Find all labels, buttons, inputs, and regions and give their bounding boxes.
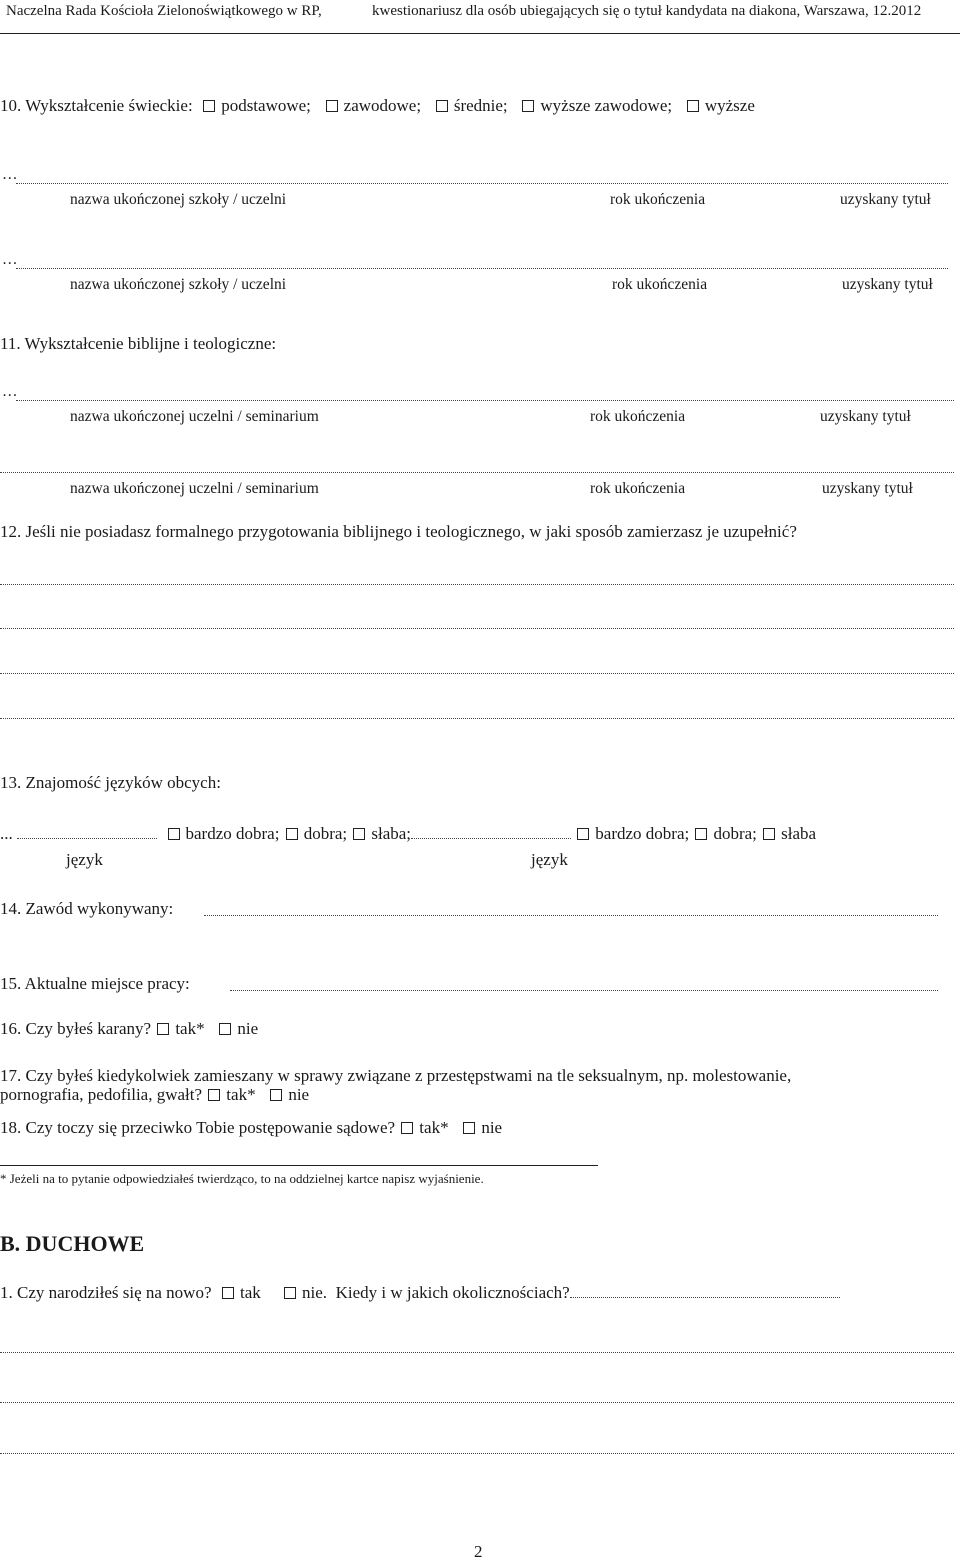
option-q17-tak: tak*: [226, 1085, 256, 1104]
option-b1-tak: tak: [240, 1283, 261, 1302]
option-zawodowe: zawodowe;: [343, 96, 422, 115]
q13-lang-a-caption: język: [66, 850, 103, 869]
q11-row1-lead: …: [2, 383, 18, 400]
q11-row2-title-label: uzyskany tytuł: [822, 480, 913, 497]
q15-input-line[interactable]: [230, 990, 938, 991]
option-lang-a-slaba: słaba;: [371, 824, 412, 843]
q11-row2-school-label: nazwa ukończonej uczelni / seminarium: [70, 480, 319, 497]
option-q18-nie: nie: [481, 1118, 503, 1137]
q10-row2-input-line[interactable]: [16, 268, 948, 269]
q14-label: 14. Zawód wykonywany:: [0, 899, 174, 918]
q13-lang-b-input[interactable]: [411, 838, 571, 839]
q10-row2-lead: …: [2, 251, 18, 268]
checkbox-srednie[interactable]: [436, 100, 448, 112]
checkbox-q17-nie[interactable]: [270, 1089, 282, 1101]
q15-label: 15. Aktualne miejsce pracy:: [0, 974, 190, 993]
q10-row1-input-line[interactable]: [16, 183, 948, 184]
q11-row1-input-line[interactable]: [16, 400, 954, 401]
q10-question: [0, 96, 755, 116]
b1-followup: Kiedy i w jakich okolicznościach?: [335, 1283, 570, 1302]
q13-language-row: [0, 824, 816, 844]
checkbox-q18-nie[interactable]: [463, 1122, 475, 1134]
option-lang-b-slaba: słaba: [781, 824, 817, 843]
checkbox-lang-a-slaba[interactable]: [353, 828, 365, 840]
option-srednie: średnie;: [453, 96, 508, 115]
checkbox-q16-nie[interactable]: [219, 1023, 231, 1035]
q10-row1-title-label: uzyskany tytuł: [840, 191, 931, 208]
b1-question: [0, 1283, 840, 1303]
q18-question: [0, 1118, 502, 1138]
option-q17-nie: nie: [288, 1085, 310, 1104]
q12-answer-line-1[interactable]: [0, 584, 954, 585]
q11-row1-school-label: nazwa ukończonej uczelni / seminarium: [70, 408, 319, 425]
q16-question: [0, 1019, 258, 1039]
checkbox-b1-nie[interactable]: [284, 1287, 296, 1299]
option-q18-tak: tak*: [419, 1118, 449, 1137]
q10-row2-title-label: uzyskany tytuł: [842, 276, 933, 293]
checkbox-wyzsze-zawodowe[interactable]: [522, 100, 534, 112]
q13-label: 13. Znajomość języków obcych:: [0, 773, 221, 792]
q12-question: 12. Jeśli nie posiadasz formalnego przygotowania biblijnego i teologicznego, w jaki sposób zamierzasz je uzupełnić?: [0, 522, 797, 541]
checkbox-wyzsze[interactable]: [687, 100, 699, 112]
q13-lang-a-input[interactable]: [17, 838, 157, 839]
b1-answer-line-1[interactable]: [0, 1352, 954, 1353]
q17-line2: [0, 1085, 309, 1105]
checkbox-lang-b-slaba[interactable]: [763, 828, 775, 840]
checkbox-q18-tak[interactable]: [401, 1122, 413, 1134]
q11-row1-title-label: uzyskany tytuł: [820, 408, 911, 425]
option-q16-tak: tak*: [175, 1019, 205, 1038]
b1-answer-line-2[interactable]: [0, 1402, 954, 1403]
option-lang-a-bardzo-dobra: bardzo dobra;: [185, 824, 280, 843]
q17-label-end: pornografia, pedofilia, gwałt?: [0, 1085, 203, 1104]
q14-input-line[interactable]: [204, 915, 938, 916]
b1-answer-line-3[interactable]: [0, 1453, 954, 1454]
q16-label: 16. Czy byłeś karany?: [0, 1019, 152, 1038]
footnote-rule: [0, 1165, 598, 1166]
b1-followup-input[interactable]: [570, 1297, 840, 1298]
b1-label: 1. Czy narodziłeś się na nowo?: [0, 1283, 212, 1302]
checkbox-lang-b-dobra[interactable]: [695, 828, 707, 840]
q10-row1-year-label: rok ukończenia: [610, 191, 706, 208]
q17-line1: 17. Czy byłeś kiedykolwiek zamieszany w sprawy związane z przestępstwami na tle seksualnym, np. molestowanie,: [0, 1066, 792, 1085]
option-wyzsze: wyższe: [704, 96, 755, 115]
option-lang-b-dobra: dobra;: [713, 824, 757, 843]
q12-answer-line-4[interactable]: [0, 718, 954, 719]
q18-label: 18. Czy toczy się przeciwko Tobie postępowanie sądowe?: [0, 1118, 396, 1137]
option-podstawowe: podstawowe;: [221, 96, 311, 115]
q11-row2-input-line[interactable]: [0, 472, 954, 473]
q10-row1-lead: …: [2, 166, 18, 183]
q10-label: 10. Wykształcenie świeckie:: [0, 96, 193, 115]
checkbox-podstawowe[interactable]: [203, 100, 215, 112]
checkbox-zawodowe[interactable]: [326, 100, 338, 112]
q11-row2-year-label: rok ukończenia: [590, 480, 686, 497]
checkbox-q16-tak[interactable]: [157, 1023, 169, 1035]
option-q16-nie: nie: [237, 1019, 259, 1038]
option-lang-a-dobra: dobra;: [303, 824, 348, 843]
option-wyzsze-zawodowe: wyższe zawodowe;: [540, 96, 673, 115]
header-rule: [0, 33, 960, 34]
q10-row2-school-label: nazwa ukończonej szkoły / uczelni: [70, 276, 287, 293]
footnote: * Jeżeli na to pytanie odpowiedziałeś twierdząco, to na oddzielnej kartce napisz wyjaśnienie.: [0, 1171, 484, 1186]
q11-label: 11. Wykształcenie biblijne i teologiczne:: [0, 334, 277, 353]
q10-row1-school-label: nazwa ukończonej szkoły / uczelni: [70, 191, 287, 208]
checkbox-lang-b-bardzo-dobra[interactable]: [577, 828, 589, 840]
option-b1-nie: nie.: [302, 1283, 328, 1302]
q12-answer-line-2[interactable]: [0, 628, 954, 629]
checkbox-lang-a-dobra[interactable]: [286, 828, 298, 840]
q13-lang-b-caption: język: [531, 850, 568, 869]
option-lang-b-bardzo-dobra: bardzo dobra;: [595, 824, 690, 843]
checkbox-q17-tak[interactable]: [208, 1089, 220, 1101]
q12-answer-line-3[interactable]: [0, 673, 954, 674]
checkbox-b1-tak[interactable]: [222, 1287, 234, 1299]
q10-row2-year-label: rok ukończenia: [612, 276, 708, 293]
header-organization: Naczelna Rada Kościoła Zielonoświątkowego w RP,: [6, 3, 322, 19]
q11-row1-year-label: rok ukończenia: [590, 408, 686, 425]
checkbox-lang-a-bardzo-dobra[interactable]: [168, 828, 180, 840]
section-title: B. DUCHOWE: [0, 1231, 145, 1256]
page-number: 2: [474, 1542, 483, 1561]
header-document-title: kwestionariusz dla osób ubiegających się o tytuł kandydata na diakona, Warszawa, 12.2012: [372, 3, 922, 19]
q13-lang-a-dots[interactable]: ...: [0, 824, 13, 843]
